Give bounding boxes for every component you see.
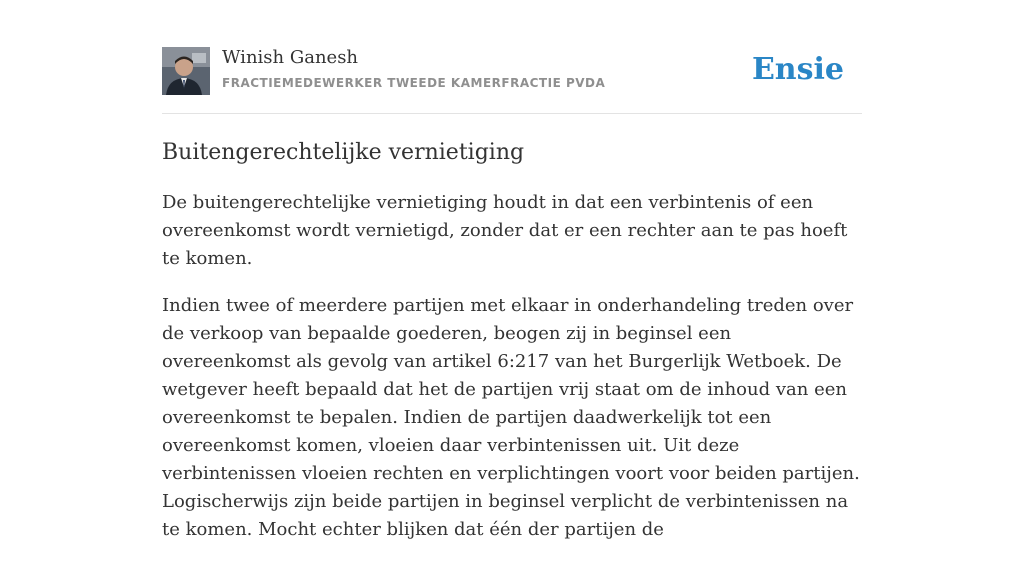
author-name[interactable]: Winish Ganesh	[222, 47, 359, 68]
brand-logo[interactable]: Ensie	[751, 52, 844, 87]
article-title: Buitengerechtelijke vernietiging	[162, 140, 525, 165]
avatar-photo-icon	[162, 47, 210, 95]
author-header	[162, 46, 862, 96]
author-avatar[interactable]	[162, 47, 210, 95]
article-body	[162, 189, 862, 544]
author-role: FRACTIEMEDEWERKER TWEEDE KAMERFRACTIE PVDA	[222, 76, 606, 90]
header-divider	[162, 113, 862, 114]
article-paragraph: Indien twee of meerdere partijen met elkaar in onderhandeling treden over de verkoop van bepaalde goederen, beogen zij in beginsel een overeenkomst als gevolg van artikel 6:217 van het Burgerlijk Wetboek. De wetgever heeft bepaald dat het de partijen vrij staat om de inhoud van een overeenkomst te bepalen. Indien de partijen daadwerkelijk tot een overeenkomst komen, vloeien daar verbintenissen uit. Uit deze verbintenissen vloeien rechten en verplichtingen voort voor beiden partijen. Logischerwijs zijn beide partijen in beginsel verplicht de verbintenissen na te komen. Mocht echter blijken dat één der partijen de	[162, 295, 860, 540]
article	[162, 137, 862, 563]
article-paragraph: De buitengerechtelijke vernietiging houdt in dat een verbintenis of een overeenkomst wordt vernietigd, zonder dat er een rechter aan te pas hoeft te komen.	[162, 192, 848, 269]
